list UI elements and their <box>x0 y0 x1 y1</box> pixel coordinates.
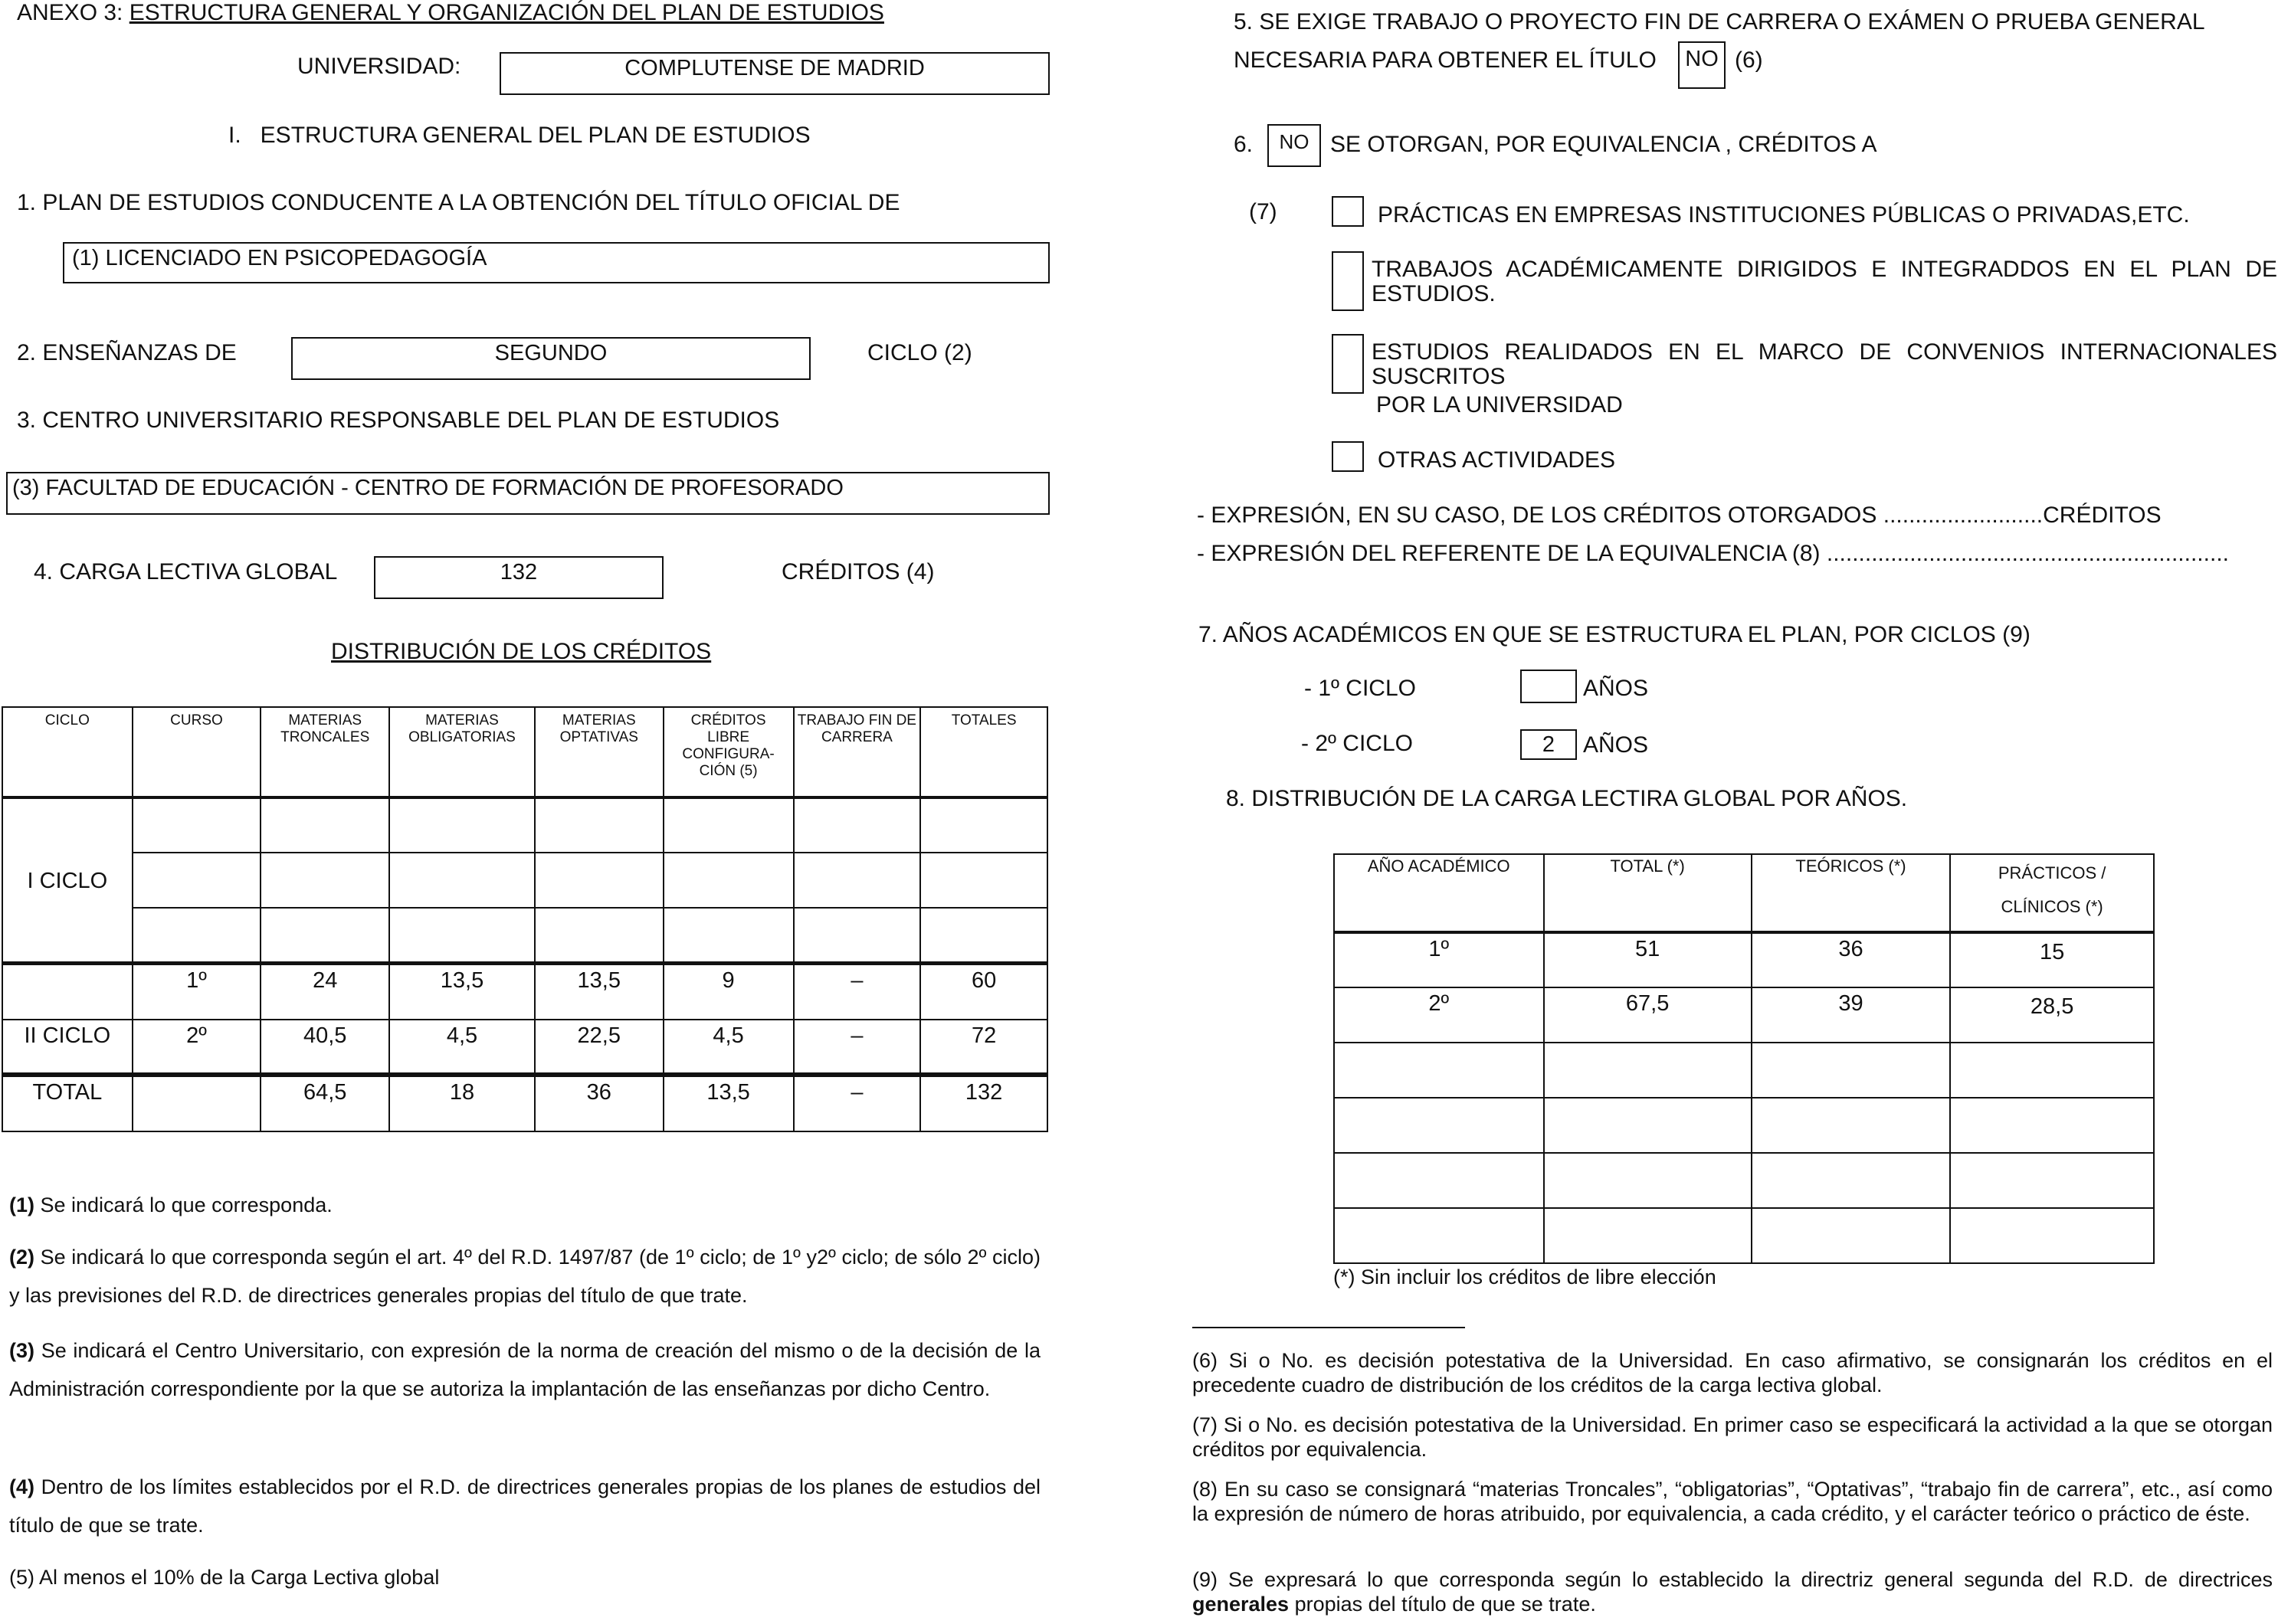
item1-label: 1. PLAN DE ESTUDIOS CONDUCENTE A LA OBTENCIÓN DEL TÍTULO OFICIAL DE <box>17 190 900 215</box>
col-libre-configuracion: CRÉDITOS LIBRE CONFIGURA-CIÓN (5) <box>664 707 794 797</box>
col-troncales: MATERIAS TRONCALES <box>261 707 389 797</box>
note-3: (3) Se indicará el Centro Universitario, con expresión de la norma de creación del mismo o de la decisión de la Administración correspondiente por la que se autoriza la implantación de las enseñanzas por dicho Centro. <box>9 1339 1041 1400</box>
ciclo1-row-1 <box>2 797 1047 853</box>
item5-suffix: (6) <box>1735 47 1763 73</box>
university-label: UNIVERSIDAD: <box>297 54 461 79</box>
note-7: (7) Si o No. es decisión potestativa de la Universidad. En primer caso se especificará la actividad a la que se otorgan créditos por equivalencia. <box>1192 1413 2273 1461</box>
item4-value: 132 <box>500 560 538 584</box>
option-trabajos-checkbox[interactable] <box>1332 251 1364 311</box>
note-9: (9) Se expresará lo que corresponda según lo establecido la directriz general segunda del R.D. de directrices generales propias del título de que se trate. <box>1192 1568 2273 1616</box>
ciclo1-years-label: - 1º CICLO <box>1304 676 1416 701</box>
university-box <box>500 52 1050 95</box>
total-label: TOTAL <box>2 1075 133 1131</box>
options-number: (7) <box>1249 199 1277 224</box>
item5-line1: 5. SE EXIGE TRABAJO O PROYECTO FIN DE CARRERA O EXÁMEN O PRUEBA GENERAL <box>1234 9 2205 34</box>
col-practicos: PRÁCTICOS / CLÍNICOS (*) <box>1950 854 2154 932</box>
item4-suffix: CRÉDITOS (4) <box>782 559 935 584</box>
note-4: (4) Dentro de los límites establecidos por el R.D. de directrices generales propias de los planes de estudios del título de que se trate. <box>9 1475 1041 1537</box>
option-otras-checkbox[interactable] <box>1332 441 1364 472</box>
note-5: (5) Al menos el 10% de la Carga Lectiva global <box>9 1566 440 1589</box>
col-total: TOTAL (*) <box>1544 854 1752 932</box>
col-ciclo: CICLO <box>2 707 133 797</box>
option-practicas-label: PRÁCTICAS EN EMPRESAS INSTITUCIONES PÚBLICAS O PRIVADAS,ETC. <box>1378 202 2190 228</box>
item1-value: (1) LICENCIADO EN PSICOPEDAGOGÍA <box>72 246 487 270</box>
option-otras-label: OTRAS ACTIVIDADES <box>1378 447 1616 473</box>
ciclo1-row-2 <box>2 853 1047 908</box>
option-practicas-checkbox[interactable] <box>1332 196 1364 227</box>
ciclo2-years-box <box>1520 729 1577 760</box>
annex-prefix: ANEXO 3: <box>17 0 129 25</box>
annex-heading <box>17 0 884 26</box>
item3-box <box>6 472 1050 515</box>
col-curso: CURSO <box>133 707 261 797</box>
annex-title: ESTRUCTURA GENERAL Y ORGANIZACIÓN DEL PLAN DE ESTUDIOS <box>129 0 884 25</box>
university-value: COMPLUTENSE DE MADRID <box>624 56 925 80</box>
item2-label: 2. ENSEÑANZAS DE <box>17 340 237 365</box>
credits-table <box>2 706 1048 1132</box>
ciclo1-years-unit: AÑOS <box>1583 676 1649 701</box>
ciclo1-row-3 <box>2 908 1047 963</box>
item6-box <box>1267 124 1321 167</box>
expression-equivalence: - EXPRESIÓN DEL REFERENTE DE LA EQUIVALENCIA (8) ............................................................... <box>1197 541 2229 566</box>
item7-label: 7. AÑOS ACADÉMICOS EN QUE SE ESTRUCTURA EL PLAN, POR CICLOS (9) <box>1198 622 2031 647</box>
item6-prefix: 6. <box>1234 132 1254 157</box>
workload-row-3 <box>1334 1043 2154 1098</box>
item6-label: SE OTORGAN, POR EQUIVALENCIA , CRÉDITOS A <box>1330 132 1877 157</box>
workload-row-6 <box>1334 1208 2154 1263</box>
col-teoricos: TEÓRICOS (*) <box>1752 854 1950 932</box>
workload-row-5 <box>1334 1153 2154 1208</box>
workload-row-2: 2º 67,5 39 28,5 <box>1334 987 2154 1043</box>
option-convenios-label-2: POR LA UNIVERSIDAD <box>1376 392 1623 417</box>
col-obligatorias: MATERIAS OBLIGATORIAS <box>389 707 535 797</box>
item5-value: NO <box>1685 47 1719 71</box>
footnote-divider <box>1192 1327 1465 1328</box>
col-ano-academico: AÑO ACADÉMICO <box>1334 854 1544 932</box>
item2-box <box>291 337 811 380</box>
workload-row-1: 1º 51 36 15 <box>1334 932 2154 987</box>
item3-value: (3) FACULTAD DE EDUCACIÓN - CENTRO DE FORMACIÓN DE PROFESORADO <box>12 476 844 500</box>
workload-row-4 <box>1334 1098 2154 1153</box>
note-1: (1) Se indicará lo que corresponda. <box>9 1193 333 1216</box>
note-8: (8) En su caso se consignará “materias Troncales”, “obligatorias”, “Optativas”, “trabajo fin de carrera”, etc., así como la expresión de número de horas atribuido, por equivalencia, a cada crédito, y el carácter teórico o práctico de éste. <box>1192 1478 2273 1525</box>
ciclo2-row-2: II CICLO 2º 40,5 4,5 22,5 4,5 – 72 <box>2 1020 1047 1075</box>
col-totales: TOTALES <box>920 707 1047 797</box>
item1-box <box>63 242 1050 283</box>
item8-label: 8. DISTRIBUCIÓN DE LA CARGA LECTIRA GLOBAL POR AÑOS. <box>1226 786 1908 811</box>
ciclo2-years-unit: AÑOS <box>1583 732 1649 758</box>
item3-label: 3. CENTRO UNIVERSITARIO RESPONSABLE DEL PLAN DE ESTUDIOS <box>17 408 780 433</box>
ciclo2-years-label: - 2º CICLO <box>1301 731 1413 756</box>
workload-table-note: (*) Sin incluir los créditos de libre elección <box>1333 1265 1716 1288</box>
workload-table <box>1333 853 2155 1264</box>
ciclo2-row-1: 1º 24 13,5 13,5 9 – 60 <box>2 963 1047 1020</box>
credits-header-row <box>2 707 1047 797</box>
distribution-title: DISTRIBUCIÓN DE LOS CRÉDITOS <box>331 639 712 664</box>
item2-value: SEGUNDO <box>494 341 608 365</box>
item5-line2: NECESARIA PARA OBTENER EL ÍTULO <box>1234 47 1657 73</box>
item5-box <box>1678 41 1726 89</box>
ciclo1-years-box <box>1520 670 1577 703</box>
option-convenios-label: ESTUDIOS REALIDADOS EN EL MARCO DE CONVENIOS INTERNACIONALES SUSCRITOS <box>1372 339 2277 389</box>
col-trabajo-fin: TRABAJO FIN DE CARRERA <box>794 707 921 797</box>
item4-label: 4. CARGA LECTIVA GLOBAL <box>34 559 338 584</box>
note-2: (2) Se indicará lo que corresponda según el art. 4º del R.D. 1497/87 (de 1º ciclo; de 1º y2º ciclo; de sólo 2º ciclo) y las previsiones del R.D. de directrices generales propias del título de que trate. <box>9 1246 1041 1307</box>
col-optativas: MATERIAS OPTATIVAS <box>535 707 664 797</box>
expression-credits: - EXPRESIÓN, EN SU CASO, DE LOS CRÉDITOS OTORGADOS .........................CRÉDITOS <box>1197 503 2162 528</box>
option-trabajos-label: TRABAJOS ACADÉMICAMENTE DIRIGIDOS E INTEGRADDOS EN EL PLAN DE ESTUDIOS. <box>1372 257 2277 306</box>
section-title: I. ESTRUCTURA GENERAL DEL PLAN DE ESTUDIOS <box>228 123 811 148</box>
item4-box <box>374 556 664 599</box>
ciclo1-label: I CICLO <box>2 797 133 963</box>
item6-value: NO <box>1279 130 1309 153</box>
ciclo2-years-value: 2 <box>1542 732 1555 757</box>
item2-suffix: CICLO (2) <box>867 340 972 365</box>
ciclo2-label: II CICLO <box>2 1020 133 1075</box>
note-6: (6) Si o No. es decisión potestativa de la Universidad. En caso afirmativo, se consignarán los créditos en el precedente cuadro de distribución de los créditos de la carga lectiva global. <box>1192 1349 2273 1396</box>
option-convenios-checkbox[interactable] <box>1332 334 1364 394</box>
workload-header-row <box>1334 854 2154 932</box>
total-row: TOTAL 64,5 18 36 13,5 – 132 <box>2 1075 1047 1131</box>
